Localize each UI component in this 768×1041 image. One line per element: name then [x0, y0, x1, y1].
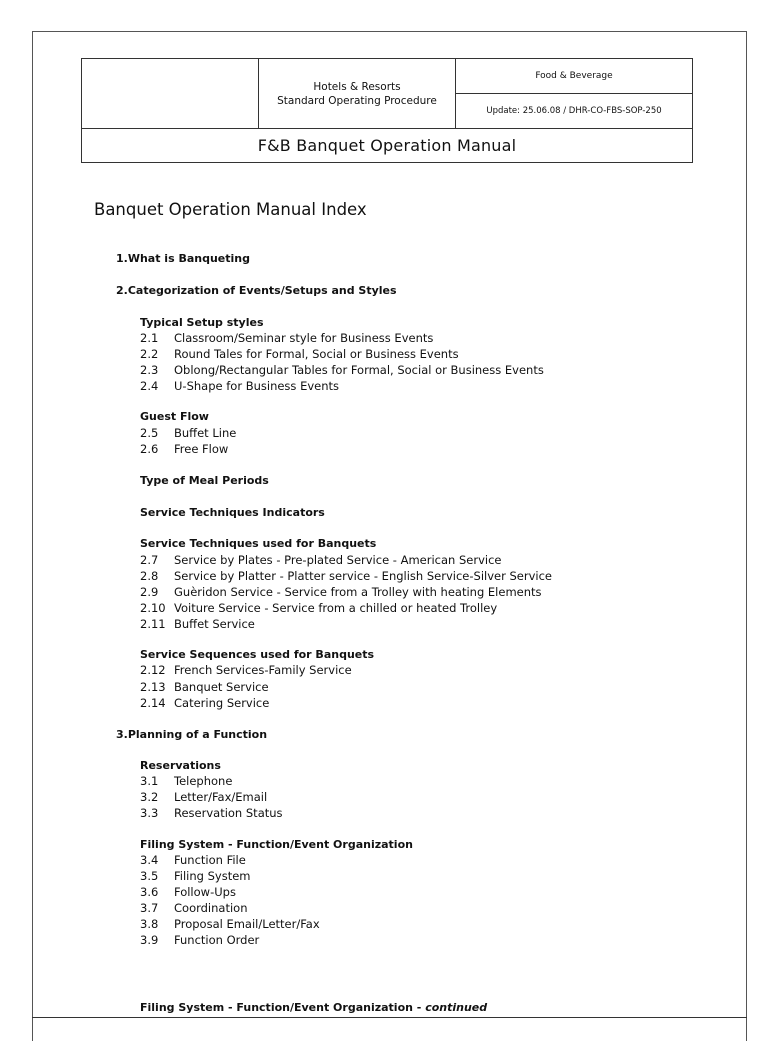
- subheading-service-sequences: Service Sequences used for Banquets: [140, 648, 375, 661]
- logo-cell: [82, 59, 259, 129]
- section-2-heading: 2.Categorization of Events/Setups and Styles: [116, 284, 397, 297]
- list-item: 3.8 Proposal Email/Letter/Fax: [140, 917, 320, 931]
- list-item: 3.3 Reservation Status: [140, 806, 283, 820]
- subheading-service-indicators: Service Techniques Indicators: [140, 506, 325, 519]
- list-item: 2.13 Banquet Service: [140, 680, 269, 694]
- list-item: 2.11 Buffet Service: [140, 617, 255, 631]
- subheading-reservations: Reservations: [140, 759, 221, 772]
- update-cell: Update: 25.06.08 / DHR-CO-FBS-SOP-250: [456, 94, 693, 129]
- section-1-heading: 1.What is Banqueting: [116, 252, 250, 265]
- subheading-typical-setup: Typical Setup styles: [140, 316, 264, 329]
- list-item: 2.3 Oblong/Rectangular Tables for Formal, Social or Business Events: [140, 363, 544, 377]
- list-item: 2.5 Buffet Line: [140, 426, 237, 440]
- list-item: 2.4 U-Shape for Business Events: [140, 379, 340, 393]
- org-line-2: Standard Operating Procedure: [277, 94, 437, 107]
- footer-rule: [32, 1017, 747, 1018]
- department-cell: Food & Beverage: [456, 59, 693, 94]
- list-item: 2.1 Classroom/Seminar style for Business Events: [140, 331, 434, 345]
- list-item: 3.5 Filing System: [140, 869, 251, 883]
- subheading-filing-system: Filing System - Function/Event Organization: [140, 838, 413, 851]
- subheading-service-techniques: Service Techniques used for Banquets: [140, 537, 377, 550]
- list-item: 2.8 Service by Platter - Platter service - English Service-Silver Service: [140, 569, 552, 583]
- list-item: 2.12 French Services-Family Service: [140, 663, 352, 677]
- list-item: 3.1 Telephone: [140, 774, 233, 788]
- index-title: Banquet Operation Manual Index: [94, 200, 367, 219]
- list-item: 3.4 Function File: [140, 853, 246, 867]
- section-3-heading: 3.Planning of a Function: [116, 728, 268, 741]
- org-line-1: Hotels & Resorts: [313, 80, 401, 93]
- document-header-table: [81, 58, 693, 163]
- subheading-filing-system-continued: Filing System - Function/Event Organization - continued: [140, 1001, 488, 1014]
- list-item: 3.9 Function Order: [140, 933, 260, 947]
- manual-title: F&B Banquet Operation Manual: [82, 129, 693, 163]
- list-item: 2.9 Guèridon Service - Service from a Trolley with heating Elements: [140, 585, 542, 599]
- list-item: 2.7 Service by Plates - Pre-plated Service - American Service: [140, 553, 502, 567]
- list-item: 2.6 Free Flow: [140, 442, 229, 456]
- list-item: 3.6 Follow-Ups: [140, 885, 236, 899]
- list-item: 2.10 Voiture Service - Service from a chilled or heated Trolley: [140, 601, 498, 615]
- org-cell: [259, 59, 456, 129]
- list-item: 3.7 Coordination: [140, 901, 248, 915]
- subheading-guest-flow: Guest Flow: [140, 410, 209, 423]
- list-item: 3.2 Letter/Fax/Email: [140, 790, 268, 804]
- list-item: 2.14 Catering Service: [140, 696, 270, 710]
- list-item: 2.2 Round Tales for Formal, Social or Business Events: [140, 347, 459, 361]
- subheading-meal-periods: Type of Meal Periods: [140, 474, 269, 487]
